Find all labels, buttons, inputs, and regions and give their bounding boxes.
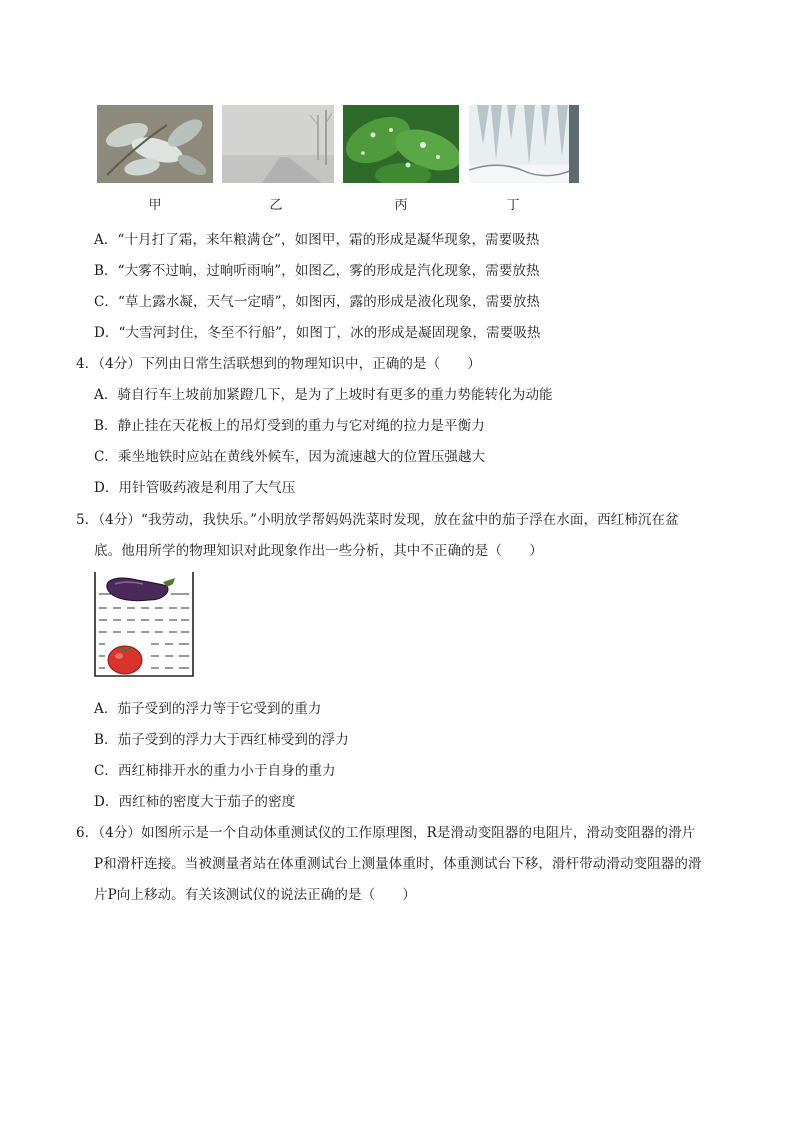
photo-dew [343, 105, 459, 183]
q5-option-a: A．茄子受到的浮力等于它受到的重力 [94, 701, 322, 717]
q6-stem-line3: 片P向上移动。有关该测试仪的说法正确的是（ ） [94, 887, 416, 903]
q4-option-c: C．乘坐地铁时应站在黄线外候车，因为流速越大的位置压强越大 [94, 449, 486, 465]
basin-diagram [93, 570, 195, 680]
q3-option-b: B．“大雾不过晌，过晌听雨响”，如图乙，雾的形成是汽化现象，需要放热 [94, 263, 540, 279]
q4-option-a: A．骑自行车上坡前加紧蹬几下，是为了上坡时有更多的重力势能转化为动能 [94, 387, 553, 403]
q6-stem-line1: 6．（4分）如图所示是一个自动体重测试仪的工作原理图，R是滑动变阻器的电阻片，滑动变阻器的滑片 [76, 825, 696, 841]
q3-option-c: C．“草上露水凝，天气一定晴”，如图丙，露的形成是液化现象，需要放热 [94, 294, 541, 310]
caption-ding: 丁 [506, 198, 520, 213]
caption-bing: 丙 [394, 198, 408, 213]
caption-jia: 甲 [148, 198, 162, 213]
caption-yi: 乙 [269, 198, 283, 213]
q3-option-d: D．“大雪河封住，冬至不行船”，如图丁，冰的形成是凝固现象，需要吸热 [94, 325, 541, 341]
q5-option-d: D．西红柿的密度大于茄子的密度 [94, 794, 296, 810]
eggplant-shape [107, 578, 175, 601]
q5-stem-line2: 底。他用所学的物理知识对此现象作出一些分析，其中不正确的是（ ） [94, 543, 543, 559]
q5-option-c: C．西红柿排开水的重力小于自身的重力 [94, 763, 336, 779]
q4-option-d: D．用针管吸药液是利用了大气压 [94, 480, 296, 496]
q4-stem: 4．（4分）下列由日常生活联想到的物理知识中，正确的是（ ） [76, 356, 482, 372]
photo-frost [97, 105, 213, 183]
photo-fog [222, 105, 334, 183]
q3-option-a: A．“十月打了霜，来年粮满仓”，如图甲，霜的形成是凝华现象，需要吸热 [94, 232, 540, 248]
q4-option-b: B．静止挂在天花板上的吊灯受到的重力与它对绳的拉力是平衡力 [94, 418, 485, 434]
tomato-shape [108, 646, 142, 674]
photo-icicles [469, 105, 579, 183]
q5-stem-line1: 5．（4分）“我劳动，我快乐。”小明放学帮妈妈洗菜时发现，放在盆中的茄子浮在水面，西红柿沉在盆 [76, 512, 679, 528]
q5-option-b: B．茄子受到的浮力大于西红柿受到的浮力 [94, 732, 349, 748]
q6-stem-line2: P和滑杆连接。当被测量者站在体重测试台上测量体重时，体重测试台下移，滑杆带动滑动变阻器的滑 [94, 856, 702, 872]
